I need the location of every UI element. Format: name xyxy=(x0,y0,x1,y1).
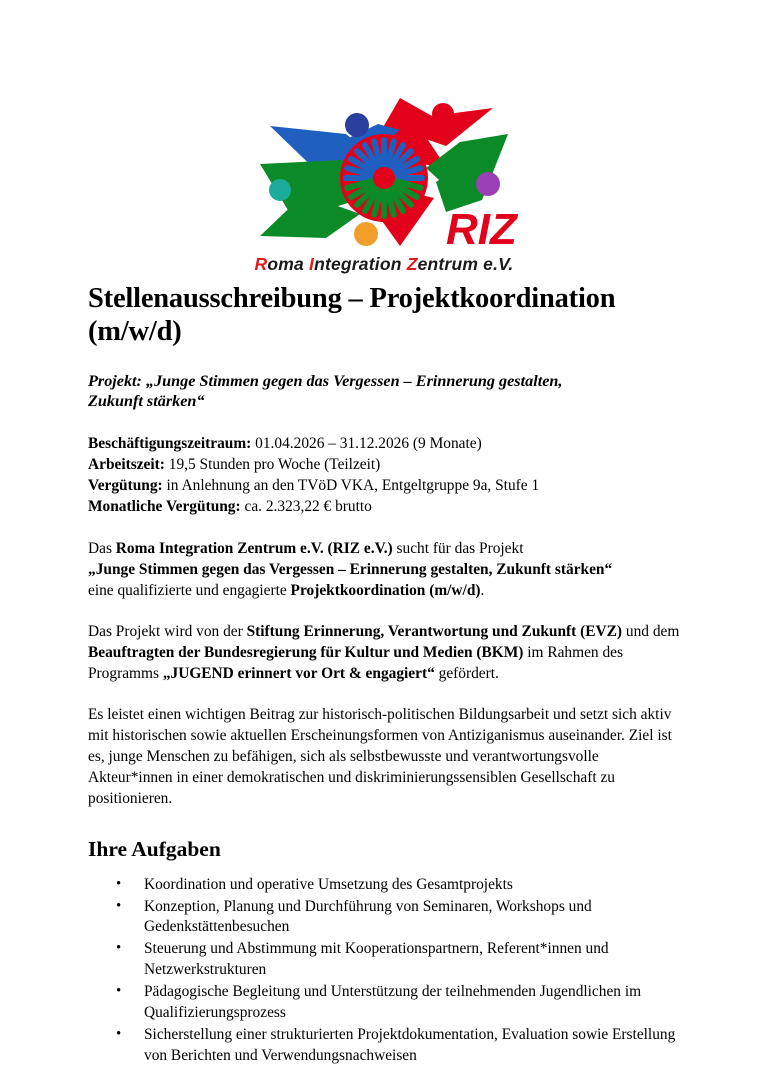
list-item: • Steuerung und Abstimmung mit Kooperationspartnern, Referent*innen und Netzwerkstrukturen xyxy=(130,939,682,981)
detail-row-remuneration xyxy=(88,475,682,496)
project-subtitle xyxy=(88,371,682,412)
intro-text-a: Das xyxy=(88,539,116,557)
intro-text-c: sucht für das Projekt xyxy=(392,539,524,557)
intro-text-e: . xyxy=(480,581,485,599)
description-paragraph: Es leistet einen wichtigen Beitrag zur historisch-politischen Bildungsarbeit und setzt sich aktiv mit historischen sowie aktuellen Erscheinungsformen von Antiziganismus auseinander. Ziel ist es, junge Menschen zu befähigen, sich als selbstbewusste und verantwortungsvolle Akteur*innen in einer demokratischen und diskriminierungssensiblen Gesellschaft zu positionieren. xyxy=(88,706,672,808)
title-line-2: (m/w/d) xyxy=(88,316,182,348)
detail-row-monthly-salary xyxy=(88,496,682,517)
detail-label: Beschäftigungszeitraum: xyxy=(88,435,252,453)
project-name: „Junge Stimmen gegen das Vergessen – Erinnerung gestalten, Zukunft stärken“ xyxy=(88,560,613,578)
organization-name: Roma Integration Zentrum e.V. (RIZ e.V.) xyxy=(115,539,393,557)
subtitle-line-2: Zukunft stärken“ xyxy=(88,392,205,411)
list-item: • Sicherstellung einer strukturierten Projektdokumentation, Evaluation sowie Erstellung von Berichten und Verwendungsnachweisen xyxy=(130,1025,682,1067)
funding-text-a: Das Projekt wird von der xyxy=(88,622,247,640)
riz-star-people-wheel-icon xyxy=(250,86,518,258)
subtitle-line-1: Projekt: „Junge Stimmen gegen das Vergessen – Erinnerung gestalten, xyxy=(88,371,563,390)
page-title xyxy=(88,282,682,349)
list-item: • Pädagogische Begleitung und Unterstützung der teilnehmenden Jugendlichen im Qualifizierungsprozess xyxy=(130,982,682,1024)
funding-paragraph xyxy=(88,621,682,684)
list-item: • Konzeption, Planung und Durchführung von Seminaren, Workshops und Gedenkstättenbesuchen xyxy=(130,897,682,939)
organization-logo xyxy=(0,86,768,275)
detail-row-employment-period xyxy=(88,433,682,454)
funder-bkm: Beauftragten der Bundesregierung für Kultur und Medien (BKM) xyxy=(88,643,524,661)
funder-evz: Stiftung Erinnerung, Verantwortung und Zukunft (EVZ) xyxy=(246,622,623,640)
document-body xyxy=(88,282,682,1068)
logo-tagline: Roma Integration Zentrum e.V. xyxy=(254,254,514,274)
title-line-1: Stellenausschreibung – Projektkoordination xyxy=(88,283,616,314)
list-item: • Koordination und operative Umsetzung des Gesamtprojekts xyxy=(130,875,682,896)
intro-paragraph xyxy=(88,538,682,601)
funding-text-c: und dem xyxy=(622,622,680,640)
detail-value: 01.04.2026 – 31.12.2026 (9 Monate) xyxy=(251,435,482,453)
intro-text-d: eine qualifizierte und engagierte xyxy=(88,581,291,599)
detail-value: ca. 2.323,22 € brutto xyxy=(240,498,372,516)
detail-value: 19,5 Stunden pro Woche (Teilzeit) xyxy=(164,456,381,474)
funding-text-g: gefördert. xyxy=(434,665,499,682)
funding-text-e: im Rahmen des Programms xyxy=(88,643,623,682)
section-heading-tasks: Ihre Aufgaben xyxy=(88,836,221,861)
tasks-list xyxy=(88,875,682,1067)
detail-row-working-hours xyxy=(88,454,682,475)
detail-label: Arbeitszeit: xyxy=(88,456,165,474)
employment-details xyxy=(88,433,682,517)
position-name: Projektkoordination (m/w/d) xyxy=(290,581,481,599)
programme-name: „JUGEND erinnert vor Ort & engagiert“ xyxy=(162,665,435,682)
detail-label: Monatliche Vergütung: xyxy=(88,498,241,516)
detail-value: in Anlehnung an den TVöD VKA, Entgeltgruppe 9a, Stufe 1 xyxy=(162,477,540,495)
detail-label: Vergütung: xyxy=(88,477,163,495)
riz-acronym-text: RIZ xyxy=(446,205,517,254)
